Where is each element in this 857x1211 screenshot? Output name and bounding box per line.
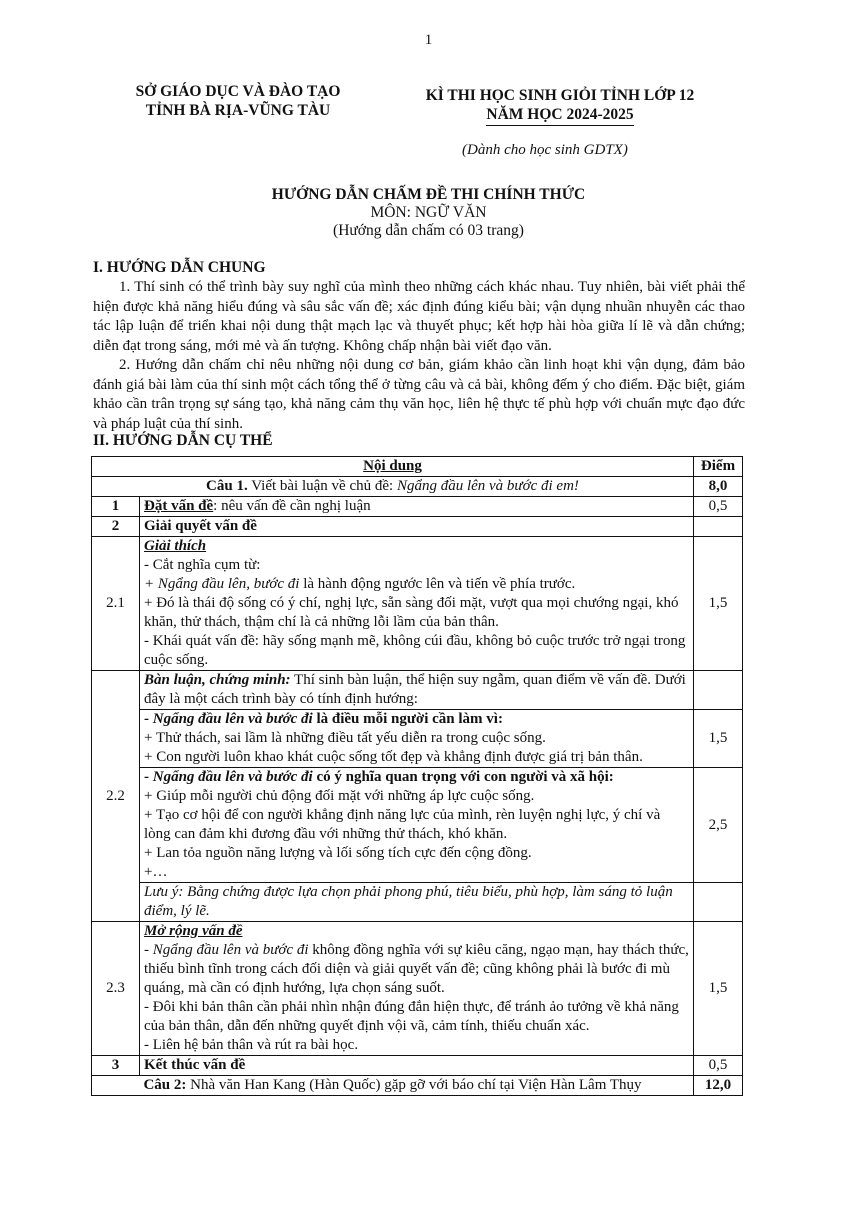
table-row [92,710,743,768]
table-row [92,517,743,537]
row-points: 1,5 [694,922,743,1056]
title-line-1: HƯỚNG DẪN CHẤM ĐỀ THI CHÍNH THỨC [271,186,586,203]
row-points: 0,5 [694,497,743,517]
table-row [92,497,743,517]
question-2-points: 12,0 [694,1076,743,1096]
row-points: 1,5 [694,537,743,671]
row-number: 2.1 [92,537,140,671]
row-content: Giải thích - Cắt nghĩa cụm từ: + Ngẩng đầu lên, bước đi là hành động ngước lên và tiến về phía trước. + Đó là thái độ sống có ý chí, nghị lực, sẵn sàng đối mặt, vượt qua mọi chướng ngại, khó khăn, thử thách, thậm chí là cả những lỗi lầm của bản thân. - Khái quát vấn đề: hãy sống mạnh mẽ, không cúi đầu, không bỏ cuộc trước trở ngại trong cuộc sống. [140,537,694,671]
table-row [92,537,743,671]
grading-table [91,456,743,1096]
issuer-line-2: TỈNH BÀ RỊA-VŨNG TÀU [145,102,331,119]
row-content: Giải quyết vấn đề [140,517,694,537]
table-row [92,768,743,883]
document-title [0,186,857,240]
row-content: Bàn luận, chứng minh: Thí sinh bàn luận, thể hiện suy ngẫm, quan điểm về vấn đề. Dưới đây là một cách trình bày có tính định hướng: [140,671,694,710]
issuer-line-1: SỞ GIÁO DỤC VÀ ĐÀO TẠO [135,83,341,100]
row-content: Đặt vấn đề: nêu vấn đề cần nghị luận [140,497,694,517]
row-number: 1 [92,497,140,517]
content-column-header: Nội dung [92,457,694,477]
row-points: 0,5 [694,1056,743,1076]
subject-line: MÔN: NGỮ VĂN [370,204,487,221]
page-count-note: (Hướng dẫn chấm có 03 trang) [333,222,524,239]
row-content: Kết thúc vấn đề [140,1056,694,1076]
table-row [92,671,743,710]
row-points [694,671,743,710]
row-number: 2.3 [92,922,140,1056]
row-number: 2 [92,517,140,537]
section-1-heading: I. HƯỚNG DẪN CHUNG [93,259,266,276]
section-2-heading: II. HƯỚNG DẪN CỤ THỂ [93,432,273,449]
table-row [92,883,743,922]
question-1-points: 8,0 [694,477,743,497]
exam-header [410,86,710,126]
general-paragraph-1: 1. Thí sinh có thể trình bày suy nghĩ của mình theo những cách khác nhau. Tuy nhiên, bài viết phải thể hiện được khả năng hiểu đúng và sâu sắc vấn đề; xác định đúng kiểu bài; vận dụng nhuần nhuyễn các thao tác lập luận để triển khai nội dung thật mạch lạc và thuyết phục; kết hợp hài hòa giữa lí lẽ và dẫn chứng; diễn đạt trong sáng, mới mẻ và ấn tượng. Không chấp nhận bài viết đạo văn. [93,279,745,354]
table-row [92,1056,743,1076]
row-content: Mở rộng vấn đề - Ngẩng đầu lên và bước đi không đồng nghĩa với sự kiêu căng, ngạo mạn, hay thách thức, thiếu bình tĩnh trong cách đối diện và giải quyết vấn đề; cũng không phải là bước đi mù quáng, mà cần có định hướng, lựa chọn sáng suốt. - Đôi khi bản thân cần phải nhìn nhận đúng đắn hiện thực, để tránh ảo tưởng về khả năng của bản thân, dẫn đến những quyết định vội vã, cảm tính, thiếu chuẩn xác. - Liên hệ bản thân và rút ra bài học. [140,922,694,1056]
row-points: 1,5 [694,710,743,768]
row-content: - Ngẩng đầu lên và bước đi có ý nghĩa quan trọng với con người và xã hội: + Giúp mỗi người chủ động đối mặt với những áp lực cuộc sống. + Tạo cơ hội để con người khẳng định năng lực của mình, rèn luyện nghị lực, ý chí và lòng can đảm khi đương đầu với những thử thách, khó khăn. + Lan tỏa nguồn năng lượng và lối sống tích cực đến cộng đồng. +… [140,768,694,883]
question-2-prompt: Câu 2: Nhà văn Han Kang (Hàn Quốc) gặp gỡ với báo chí tại Viện Hàn Lâm Thụy [92,1076,694,1096]
row-points [694,517,743,537]
general-paragraph-2: 2. Hướng dẫn chấm chỉ nêu những nội dung cơ bản, giám khảo cần linh hoạt khi vận dụng, đảm bảo đánh giá bài làm của thí sinh một cách tổng thể ở từng câu và cả bài, không đếm ý cho điểm. Đặc biệt, giám khảo cần trân trọng sự sáng tạo, khả năng cảm thụ văn học, liên hệ thực tế phù hợp với chuẩn mực đạo đức và pháp luật của thí sinh. [93,357,745,432]
table-header-row [92,457,743,477]
audience-note: (Dành cho học sinh GDTX) [462,142,628,158]
extension-heading: Mở rộng vấn đề [144,923,243,939]
exam-name: KÌ THI HỌC SINH GIỎI TỈNH LỚP 12 [425,87,695,104]
points-column-header: Điểm [694,457,743,477]
row-points [694,883,743,922]
school-year: NĂM HỌC 2024-2025 [486,105,633,126]
question-1-prompt: Câu 1. Viết bài luận về chủ đề: Ngẩng đầu lên và bước đi em! [92,477,694,497]
page-number: 1 [424,32,433,48]
issuer-header [118,82,358,120]
explanation-heading: Giải thích [144,538,207,554]
table-row [92,922,743,1056]
row-number: 3 [92,1056,140,1076]
row-number: 2.2 [92,671,140,922]
row-content: - Ngẩng đầu lên và bước đi là điều mỗi người cần làm vì: + Thử thách, sai lầm là những điều tất yếu diễn ra trong cuộc sống. + Con người luôn khao khát cuộc sống tốt đẹp và khẳng định được giá trị bản thân. [140,710,694,768]
question-2-row [92,1076,743,1096]
question-1-row [92,477,743,497]
row-points: 2,5 [694,768,743,883]
evidence-note: Lưu ý: Bằng chứng được lựa chọn phải phong phú, tiêu biểu, phù hợp, làm sáng tỏ luận điểm, lý lẽ. [140,883,694,922]
